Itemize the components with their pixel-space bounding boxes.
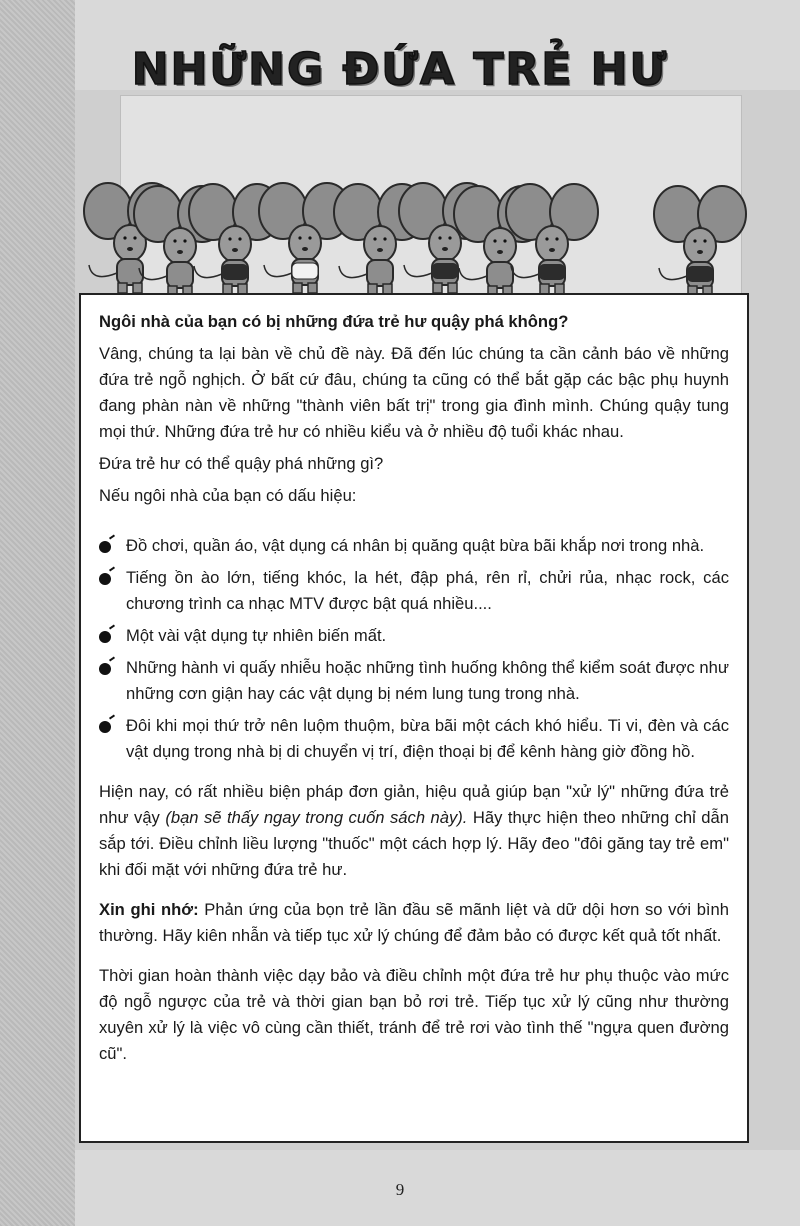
list-item: Đôi khi mọi thứ trở nên luộm thuộm, bừa bãi một cách khó hiểu. Ti vi, đèn và các vật dụng trong nhà bị di chuyển vị trí, điện thoại bị để kênh hàng giờ đồng hồ. (99, 713, 729, 765)
list-item: Những hành vi quấy nhiễu hoặc những tình huống không thể kiểm soát được như những cơn giận hay các vật dụng bị ném lung tung trong nhà. (99, 655, 729, 707)
list-item: Đồ chơi, quần áo, vật dụng cá nhân bị quăng quật bừa bãi khắp nơi trong nhà. (99, 533, 729, 559)
solution-paragraph: Hiện nay, có rất nhiều biện pháp đơn giản, hiệu quả giúp bạn "xử lý" những đứa trẻ như vậy (bạn sẽ thấy ngay trong cuốn sách này). Hãy thực hiện theo những chỉ dẫn sắp tới. Điều chỉnh liều lượng "thuốc" một cách hợp lý. Hãy đeo "đôi găng tay trẻ em" khi đối mặt với những đứa trẻ hư. (99, 782, 729, 879)
bomb-bullet-icon (99, 663, 111, 675)
note-paragraph: Xin ghi nhớ: Phản ứng của bọn trẻ lần đầu sẽ mãnh liệt và dữ dội hơn so với bình thường. Hãy kiên nhẫn và tiếp tục xử lý chúng để đảm bảo có được kết quả tốt nhất. (99, 900, 729, 945)
intro-paragraph: Vâng, chúng ta lại bàn về chủ đề này. Đã đến lúc chúng ta cần cảnh báo về những đứa trẻ ngỗ nghịch. Ở bất cứ đâu, chúng ta cũng có thể bắt gặp các bậc phụ huynh đang phàn nàn về những "thành viên bất trị" trong gia đình mình. Chúng quậy tung mọi thứ. Những đứa trẻ hư có nhiều kiểu và ở nhiều độ tuổi khác nhau. (99, 344, 729, 441)
article-box (79, 293, 749, 1143)
page-number: 9 (395, 1180, 405, 1199)
bomb-bullet-icon (99, 573, 111, 585)
signs-list (99, 533, 729, 765)
section-heading: Ngôi nhà của bạn có bị những đứa trẻ hư quậy phá không? (99, 312, 569, 331)
list-item: Tiếng ồn ào lớn, tiếng khóc, la hét, đập phá, rên rỉ, chửi rủa, nhạc rock, các chương trình ca nhạc MTV được bật quá nhiều.... (99, 565, 729, 617)
page-title: NHỮNG ĐỨA TRẺ HƯ (131, 44, 669, 95)
bomb-bullet-icon (99, 721, 111, 733)
mice-group-illustration (60, 178, 780, 303)
list-item: Một vài vật dụng tự nhiên biến mất. (99, 623, 729, 649)
bomb-bullet-icon (99, 631, 111, 643)
bomb-bullet-icon (99, 541, 111, 553)
question-line: Đứa trẻ hư có thể quậy phá những gì? (99, 454, 384, 473)
lead-in-line: Nếu ngôi nhà của bạn có dấu hiệu: (99, 486, 357, 505)
closing-paragraph: Thời gian hoàn thành việc dạy bảo và điều chỉnh một đứa trẻ hư phụ thuộc vào mức độ ngỗ ngược của trẻ và thời gian bạn bỏ rơi trẻ. Tiếp tục xử lý cũng như thường xuyên xử lý là việc vô cùng cần thiết, tránh để trẻ rơi vào tình thế "ngựa quen đường cũ". (99, 966, 729, 1063)
